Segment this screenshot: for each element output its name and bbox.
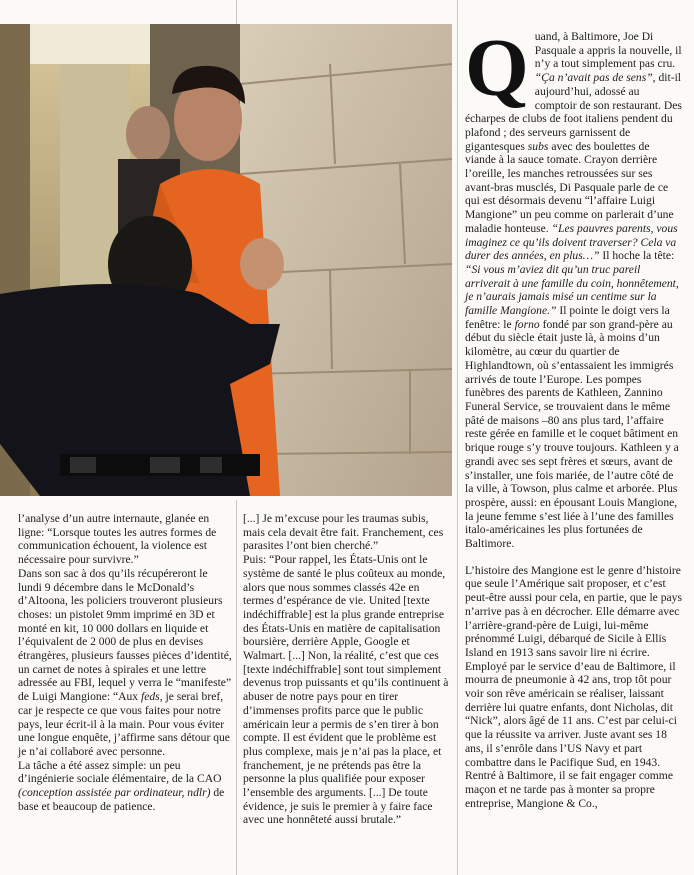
arrest-photo <box>0 24 452 496</box>
col1-p2-em: feds <box>141 690 160 704</box>
col1-p3-end: de base et beaucoup de patience. <box>18 786 225 813</box>
col1-p2-end: , je serai bref, car je respecte ce que vous faites pour notre pays, leur écrit-il à la main. Pour vous éviter une longue enquête, j’affirme sans détour que je n’ai collaboré avec personne. <box>18 690 230 758</box>
col1-p3-em: (conception assistée par ordinateur, ndlr) <box>18 786 211 800</box>
col3-em-3: “Les pauvres parents, vous imaginez ce qu’ils doivent traverser? Cela va durer des années, en plus…” <box>465 221 678 263</box>
col3-text-e: Il pointe le doigt vers la fenêtre: le <box>465 304 670 331</box>
text-column-3 <box>465 22 683 810</box>
col1-paragraph-1: l’analyse d’un autre internaute, glanée en ligne: “Lorsque toutes les autres formes de communication échouent, la violence est nécessaire pour survivre.” <box>18 512 217 567</box>
col1-paragraph-3 <box>18 759 232 814</box>
col3-text-c: avec des boulettes de viande à la sauce tomate. Crayon derrière l’oreille, les manches retroussées sur ses avant-bras musclés, Di Pasquale parle de ce qui est désormais devenu “l’affaire Luigi Mangione” un peu comme on parlerait d’une maladie honteuse. <box>465 139 674 235</box>
police-arrest-photo-icon <box>0 24 452 496</box>
col3-em-1: “Ça n’avait pas de sens” <box>534 71 653 85</box>
col1-p2-text: Dans son sac à dos qu’ils récupéreront le lundi 9 décembre dans le McDonald’s d’Altoona, les policiers trouveront plusieurs choses: un pistolet 9mm imprimé en 3D et monté en kit, 10 000 dollars en liquide et l’équivalent de 2 000 de plus en devises étrangères, plusieurs fausses pièces d’identité, un carnet de notes à spirales et une lettre adressée au FBI, lequel y verra le “manifeste” de Luigi Mangione: “Aux <box>18 566 232 704</box>
column-rule-right <box>457 0 458 875</box>
col3-paragraph-1 <box>465 22 683 551</box>
col3-text-b: , dit-il aujourd’hui, adossé au comptoir de son restaurant. Des écharpes de clubs de foot italiens pendent du plafond ; des serveurs garnissent de gigantesques <box>465 71 682 153</box>
drop-cap: Q <box>465 22 529 113</box>
col3-paragraph-2: L’histoire des Mangione est le genre d’histoire que seule l’Amérique sait proposer, et c’est peut-être aussi pour cela, en partie, que le pays n’arrive pas à en décrocher. Elle démarre avec l’arrière-grand-père de Luigi, lui-même prénommé Luigi, débarqué de Sicile à Ellis Island en 1913 sans savoir lire ni écrire. Employé par le service d’eau de Baltimore, il mourra de pneumonie à 42 ans, trop tôt pour voir son rêve américain se réaliser, laissant derrière lui quatre enfants, dont Nicholas, dit “Nick”, alors âgé de 11 ans. C’est par celui-ci que la réussite va arriver. Juste avant ses 18 ans, il s’enrôle dans l’US Navy et part combattre dans le Pacifique Sud, en 1943. Rentré à Baltimore, il se fait engager comme maçon et ne tarde pas à monter sa propre entreprise, Mangione & Co., <box>465 563 682 810</box>
col3-text-a: uand, à Baltimore, Joe Di Pasquale a appris la nouvelle, il n’y a tout simplement pas cru. <box>534 30 682 71</box>
col3-em-2: subs <box>527 139 549 153</box>
column-rule-left-lower <box>236 500 237 875</box>
col3-text-d: Il hoche la tête: <box>599 249 675 263</box>
col2-paragraph-1: [...] Je m’excuse pour les traumas subis, mais cela devait être fait. Franchement, ces parasites l’ont bien cherché.” <box>243 512 444 553</box>
col2-paragraph-2: Puis: “Pour rappel, les États-Unis ont le système de santé le plus coûteux au monde, alors que nous sommes classés 42e en termes d’espérance de vie. United [texte indéchiffrable] est la plus grande entreprise des États-Unis en matière de capitalisation boursière, derrière Apple, Google et Walmart. [...] Non, la réalité, c’est que ces [texte indéchiffrable] sont tout simplement devenus trop puissants et qu’ils continuent à abuser de notre pays pour en tirer d’immenses profits parce que le public américain leur a permis de s’en tirer à bon compte. Il est évident que le problème est plus complexe, mais je n’ai pas la place, et franchement, je ne prétends pas être la personne la plus qualifiée pour exposer l’ensemble des arguments. [...] De toute évidence, je suis le premier à y faire face avec une honnêteté aussi brutale.” <box>243 553 449 827</box>
col3-em-4: “Si vous m’aviez dit qu’un truc pareil arriverait à une famille du coin, honnêtement, je n’aurais jamais misé un centime sur la famille Mangione.” <box>465 262 679 318</box>
col1-p3-text: La tâche a été assez simple: un peu d’ingénierie sociale élémentaire, de la CAO <box>18 758 222 786</box>
col1-paragraph-2 <box>18 567 232 759</box>
text-column-1 <box>18 512 232 813</box>
col3-text-f: fondé par son grand-père au début du siècle était juste là, à moins d’un kilomètre, au cœur du quartier de Highlandtown, où s’entassaient les immigrés arrivés de toute l’Europe. Les pompes funèbres des parents de Kathleen, Zannino Funeral Service, se trouvaient dans le même pâté de maisons –80 ans plus tard, l’affaire reste gérée en famille et le coquet bâtiment en brique rouge s’y trouve toujours. Kathleen y a grandi avec ses sept frères et sœurs, avant de s’installer, une fois mariée, de l’autre côté de la ville, à Towson, plus calme et arborée. Plus prospère, aussi: en épousant Louis Mangione, la jeune femme s’est liée à l’une des familles italo-américaines les plus fortunées de Baltimore. <box>465 317 679 551</box>
column-rule-left <box>236 0 237 24</box>
col3-em-5: forno <box>514 317 540 331</box>
text-column-2 <box>243 512 451 827</box>
